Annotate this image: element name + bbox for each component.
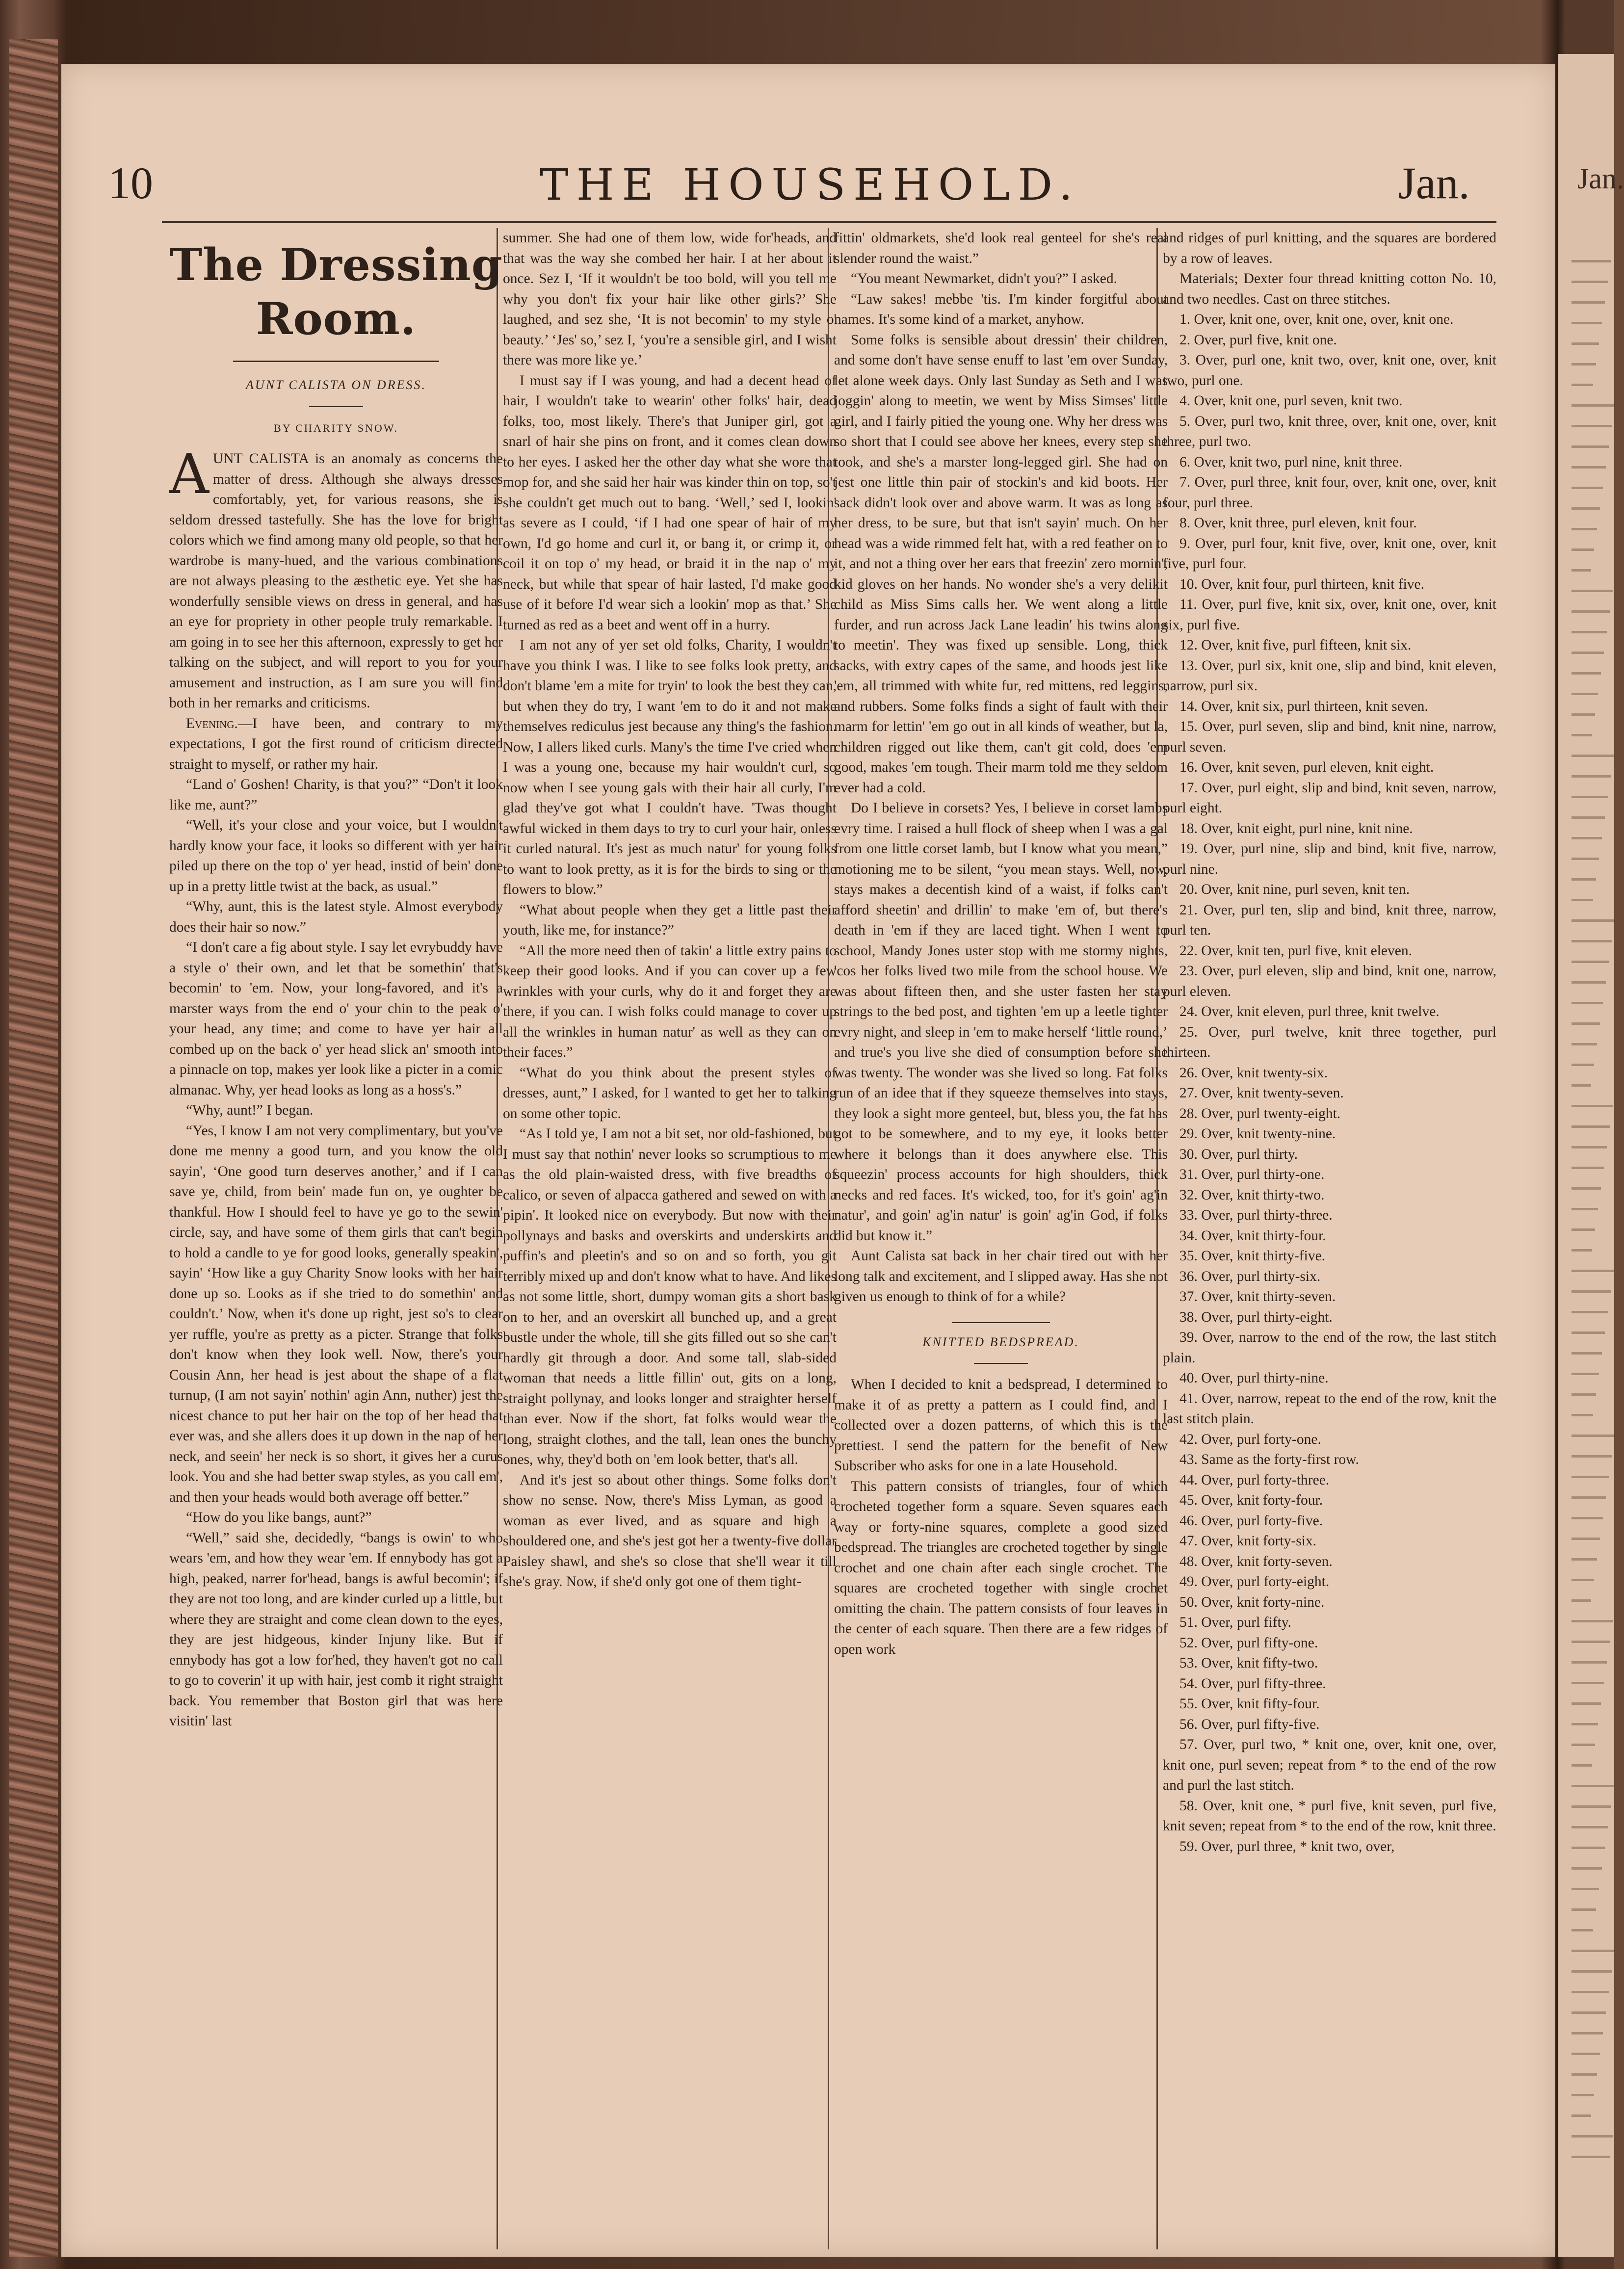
adjacent-text-line [1572, 342, 1599, 345]
adjacent-text-line [1572, 590, 1613, 592]
adjacent-text-line [1572, 899, 1593, 901]
pattern-row: 46. Over, purl forty-five. [1179, 1513, 1323, 1529]
adjacent-text-line [1572, 1558, 1597, 1561]
adjacent-text-line [1572, 1867, 1602, 1870]
adjacent-text-line [1572, 1744, 1595, 1746]
adjacent-text-line [1572, 693, 1598, 695]
adjacent-text-line [1572, 466, 1606, 469]
article-paragraph: “Law sakes! mebbe 'tis. I'm kinder forgitful about names. It's some kind of a market, anyhow. [834, 291, 1168, 327]
pattern-row: 30. Over, purl thirty. [1179, 1146, 1298, 1162]
pattern-row: 42. Over, purl forty-one. [1179, 1431, 1321, 1447]
adjacent-text-line [1572, 713, 1595, 716]
pattern-row: 57. Over, purl two, * knit one, over, knit one, over, knit one, purl seven; repeat from * to the end of the row and purl the last stitch. [1163, 1737, 1496, 1793]
article-paragraph: “Why, aunt, this is the latest style. Almost everybody does their hair so now.” [169, 899, 503, 935]
pattern-row: 56. Over, purl fifty-five. [1179, 1716, 1320, 1732]
article-title: KNITTED BEDSPREAD. [922, 1334, 1079, 1349]
article-paragraph: “Yes, I know I am not very complimentary, but you've done me menny a good turn, and you know the old sayin', ‘One good turn deserves another,’ and if I can save ye, child, from bein' made fun on, ye oughter be thankful. How I should feel to have ye go to the sewin' circle, say, and have some of them girls that can't begin to hold a candle to ye for good looks, generally speakin', sayin' ‘How like a guy Charity Snow looks with her hair done up so. Looks as if she tried to do somethin' and couldn't.’ Now, when it's done up right, jest so's to clear yer ruffle, you're as pretty as a picter. Strange that folks don't know when they look well. Now, there's your Cousin Ann, her head is jest about the shape of a flat turnup, (I am not sayin' nothin' agin Ann, nuther) jest the nicest chance to put her hair on the top of her head that ever was, and she allers does it up down in the nap of her neck, and seein' her neck is so short, it gives her a curus look. You and she had better swap styles, as you call em', and then your heads would both average off better.” [169, 1122, 503, 1505]
pattern-row: 13. Over, purl six, knit one, slip and bind, knit eleven, narrow, purl six. [1163, 657, 1496, 694]
adjacent-text-line [1572, 672, 1601, 675]
adjacent-text-line [1572, 425, 1612, 427]
adjacent-text-line [1572, 1599, 1591, 1602]
article-paragraph: When I decided to knit a bedspread, I determined to make it of as pretty a pattern as I could find, and I collected over a dozen patterns, of which this is the prettiest. I send the pattern for the benefit of New Subscriber who asks for one in a late Household. [834, 1377, 1168, 1474]
adjacent-text-line [1572, 1908, 1596, 1911]
adjacent-text-line [1572, 1270, 1614, 1272]
adjacent-text-line [1572, 1785, 1614, 1787]
pattern-row: 59. Over, purl three, * knit two, over, [1179, 1838, 1395, 1854]
pattern-row: 33. Over, purl thirty-three. [1179, 1207, 1333, 1223]
adjacent-text-line [1572, 734, 1592, 736]
adjacent-text-line [1572, 1393, 1596, 1396]
pattern-row: 38. Over, purl thirty-eight. [1179, 1309, 1333, 1325]
adjacent-text-line [1572, 1146, 1607, 1148]
pattern-row: 53. Over, knit fifty-two. [1179, 1655, 1318, 1671]
adjacent-text-line [1572, 1805, 1611, 1808]
adjacent-text-line [1572, 384, 1593, 386]
pattern-row: 51. Over, purl fifty. [1179, 1615, 1291, 1630]
adjacent-page-edge [1558, 54, 1624, 2257]
article-paragraph: “How do you like bangs, aunt?” [186, 1510, 372, 1525]
title-rule [233, 361, 439, 362]
pattern-row: 9. Over, purl four, knit five, over, knit one, over, knit five, purl four. [1163, 535, 1496, 572]
ornament-rule [952, 1322, 1050, 1323]
adjacent-text-line [1572, 961, 1609, 963]
page-number: 10 [108, 158, 153, 208]
pattern-row: 34. Over, knit thirty-four. [1179, 1227, 1326, 1244]
adjacent-text-line [1572, 1888, 1599, 1890]
pattern-row: 32. Over, knit thirty-two. [1179, 1187, 1325, 1203]
adjacent-text-line [1572, 507, 1600, 510]
adjacent-page-heading: Jan. [1577, 162, 1624, 195]
adjacent-text-line [1572, 1579, 1594, 1581]
adjacent-text-line [1572, 1764, 1592, 1767]
pattern-row: 27. Over, knit twenty-seven. [1179, 1085, 1344, 1101]
pattern-row: 28. Over, purl twenty-eight. [1179, 1105, 1341, 1121]
adjacent-text-line [1572, 1311, 1608, 1313]
pattern-row: 21. Over, purl ten, slip and bind, knit three, narrow, purl ten. [1163, 902, 1496, 938]
adjacent-text-line [1572, 652, 1604, 654]
adjacent-text-line [1572, 631, 1607, 633]
issue-month: Jan. [1398, 158, 1470, 208]
adjacent-text-line [1572, 1970, 1612, 1973]
adjacent-text-line [1572, 569, 1591, 572]
header-rule [162, 221, 1496, 223]
adjacent-text-line [1572, 1991, 1609, 1993]
article-paragraph: and ridges of purl knitting, and the squares are bordered by a row of leaves. [1163, 230, 1496, 266]
pattern-row: 26. Over, knit twenty-six. [1179, 1065, 1328, 1081]
adjacent-text-line [1572, 981, 1606, 984]
adjacent-text-line [1572, 1208, 1598, 1210]
adjacent-text-line [1572, 1702, 1601, 1705]
pattern-row: 8. Over, knit three, purl eleven, knit four. [1179, 515, 1417, 531]
adjacent-text-line [1572, 1373, 1599, 1375]
pattern-row: 45. Over, knit forty-four. [1179, 1492, 1323, 1508]
pattern-row: 19. Over, purl nine, slip and bind, knit five, narrow, purl nine. [1163, 841, 1496, 877]
pattern-row: 3. Over, purl one, knit two, over, knit one, over, knit two, purl one. [1163, 352, 1496, 389]
article-paragraph: Do I believe in corsets? Yes, I believe in corset lambs evry time. I raised a hull flock of sheep when I was a gal from one little corset lamb, but I know what you mean,” motioning me to be silent, “you mean stays. Well, now, stays makes a decentish kind of a waist, if folks can't afford sheetin' and drillin' to make 'em of, but there's death in 'em if they are laced tight. When I went to school, Mandy Jones uster stop with me stormy nights, 'cos her folks lived two mile from the school house. We was about fifteen then, and she uster fasten her stay strings to the bed post, and tighten 'em up a leetle tighter evry night, and sleep in 'em to make herself ‘little round,’ and true's you live she died of consumption before she was twenty. The wonder was she lived so long. Fat folks run of an idee that if they squeeze themselves into stays, they look a sight more genteel, but, bless you, the fat has got to be somewhere, and to my eye, it looks better where it belongs than it does anywhere else. This squeezin' process accounts for high shoulders, thick necks and red faces. It's wicked, too, for it's goin' ag'in natur', and goin' ag'in natur' is goin' ag'in God, if folks did but know it.” [834, 800, 1168, 1244]
pattern-row: 20. Over, knit nine, purl seven, knit ten. [1179, 882, 1410, 897]
adjacent-text-line [1572, 858, 1599, 860]
pattern-row: 1. Over, knit one, over, knit one, over, knit one. [1179, 312, 1454, 327]
title-divider [974, 1363, 1028, 1364]
adjacent-text-line [1572, 1682, 1604, 1684]
adjacent-text-line [1572, 1538, 1600, 1540]
adjacent-text-line [1572, 1723, 1598, 1725]
adjacent-text-line [1572, 301, 1605, 304]
article-paragraph: “All the more need then of takin' a little extry pains to keep their good looks. And if you can cover up a few wrinkles with your curls, why do it and forget they are there, if you can. I wish folks could manage to cover up all the wrinkles in human natur' as well as they can on their faces.” [503, 942, 837, 1060]
adjacent-text-line [1572, 940, 1612, 942]
pattern-row: 35. Over, knit thirty-five. [1179, 1248, 1326, 1264]
article-paragraph: “Land o' Goshen! Charity, is that you?” “Don't it look like me, aunt?” [169, 777, 503, 813]
article-paragraph: “I don't care a fig about style. I say let evrybuddy have a style o' their own, and let that be somethin' that's becomin' to 'em. Now, your long-favored, and it's a marster ways from the end o' your chin to the peak o' your head, any time; and come to have yer hair all combed up on the back o' yer head slick an' smooth into a pinnacle on top, makes yer look like a picter in a comic almanac. Why, yer head looks as long as a hoss's.” [169, 939, 503, 1098]
article-paragraph: “What about people when they get a little past their youth, like me, for instance?” [503, 902, 837, 938]
adjacent-text-line [1572, 1331, 1605, 1334]
pattern-row: 7. Over, purl three, knit four, over, knit one, over, knit four, purl three. [1163, 474, 1496, 511]
adjacent-text-line [1572, 1414, 1593, 1416]
adjacent-text-line [1572, 1228, 1595, 1231]
adjacent-text-line [1572, 1002, 1603, 1004]
pattern-row: 54. Over, purl fifty-three. [1179, 1675, 1326, 1692]
article-paragraph: “You meant Newmarket, didn't you?” I asked. [851, 271, 1118, 287]
adjacent-text-line [1572, 2073, 1597, 2076]
adjacent-text-line [1572, 1517, 1603, 1519]
article-paragraph: summer. She had one of them low, wide for'heads, and that was the way she combed her hair. I at her about it once. Sez I, ‘If it wouldn't be too bold, will you tell me why you don't fix your hair like other girls?’ She laughed, and sez she, ‘It is not becomin' to my style o' beauty.’ ‘Jes' so,’ sez I, ‘you're a sensible girl, and I wisht there was more like ye.’ [503, 230, 837, 368]
adjacent-text-line [1572, 528, 1597, 530]
article-paragraph: Some folks is sensible about dressin' their children, and some don't have sense enuff to last 'em over Sunday, let alone week days. Only last Sunday as Seth and I was joggin' along to meetin, we went by Miss Simses' little girl, and I fairly pitied the young one. Why her dress was so short that I could see above her knees, every step she took, and she's a marster long-legged girl. She had on jest one little thin pair of stockin's and kid boots. Her sack didn't look over and above warm. It was as long as her dress, to be sure, but that isn't sayin' much. On her head was a wide rimmed felt hat, with a red feather on to it, and not a thing over her ears that freezin' zero mornin', kid gloves on her hands. No wonder she's a very delikit child as Miss Sims calls her. We went along a little furder, and run across Jack Lane leadin' his twins along to meetin'. They was fixed up sensible. Long, thick sacks, with extry capes of the same, and hoods jest like 'em, all trimmed with white fur, red mittens, red leggins, and rubbers. Some folks finds a sight of fault with their marm for lettin' 'em go out in all kinds of weather, but la, children rigged out like them, can't git cold, does 'em good, makes 'em tough. Their marm told me they seldom ever had a cold. [834, 332, 1168, 796]
pattern-row: 4. Over, knit one, purl seven, knit two. [1179, 393, 1403, 409]
pattern-row: 49. Over, purl forty-eight. [1179, 1574, 1330, 1590]
adjacent-text-line [1572, 1455, 1612, 1458]
pattern-row: 12. Over, knit five, purl fifteen, knit six. [1179, 637, 1412, 653]
adjacent-text-line [1572, 2094, 1594, 2096]
article-paragraph: I must say if I was young, and had a decent head of hair, I wouldn't take to wearin' other folks' hair, dead folks, too, most likely. There's that Juniper girl, got a snarl of hair she pins on front, and it comes clean down to her eyes. I asked her the other day what she wore that mop for, and she said her hair was kinder thin on top, so't she couldn't get much out to bang. ‘Well,’ sed I, lookin' as severe as I could, ‘if I had one spear of hair of my own, I'd go home and curl it, or bang it, or crimp it, or coil it on top o' my head, or braid it in the nap o' my neck, but while that spear of hair lasted, I'd make good use of it before I'd wear sich a lookin' mop as that.’ She turned as red as a beet and went off in a hurry. [503, 372, 837, 633]
pattern-row: 44. Over, purl forty-three. [1179, 1472, 1330, 1488]
article-paragraph: I am not any of yer set old folks, Charity, I wouldn't have you think I was. I like to see folks look pretty, and don't blame 'em a mite for tryin' to look the best they can, but when they do try, I want 'em to do it and not make themselves rediculus jest because any thing's the fashion. Now, I allers liked curls. Many's the time I've cried when I was a young one, because my hair wouldn't curl, so now when I see young gals with their hair all curly, I'm glad they've got what I couldn't have. 'Twas thought awful wicked in them days to try to curl your hair, onless it curled natural. It's jest as much natur' for young folks to want to look pretty, as it is for the birds to sing or the flowers to blow.” [503, 637, 837, 897]
adjacent-text-line [1572, 796, 1608, 798]
pattern-row: 58. Over, knit one, * purl five, knit seven, purl five, knit seven; repeat from * to the end of the row, knit three. [1163, 1798, 1496, 1834]
adjacent-text-line [1572, 2011, 1606, 2014]
adjacent-text-line [1572, 1641, 1610, 1643]
pattern-row: 48. Over, knit forty-seven. [1179, 1553, 1333, 1569]
pattern-row: 5. Over, purl two, knit three, over, knit one, over, knit three, purl two. [1163, 413, 1496, 449]
adjacent-text-line [1572, 487, 1603, 489]
adjacent-text-line [1572, 1950, 1615, 1952]
adjacent-text-line [1572, 1620, 1613, 1622]
adjacent-text-line [1572, 837, 1602, 839]
article-paragraph: “Why, aunt!” I began. [186, 1102, 314, 1118]
pattern-row: 24. Over, knit eleven, purl three, knit twelve. [1179, 1004, 1440, 1019]
pattern-row: 40. Over, purl thirty-nine. [1179, 1370, 1329, 1386]
article-paragraph: “What do you think about the present styles of dresses, aunt,” I asked, for I wanted to get her to talking on some other topic. [503, 1065, 837, 1121]
adjacent-text-line [1572, 1084, 1591, 1087]
adjacent-text-line [1572, 2053, 1600, 2055]
adjacent-text-line [1572, 2135, 1613, 2138]
pattern-row: 37. Over, knit thirty-seven. [1179, 1289, 1336, 1304]
pattern-row: 43. Same as the forty-first row. [1179, 1452, 1359, 1467]
pattern-row: 41. Over, narrow, repeat to the end of the row, knit the last stitch plain. [1163, 1390, 1496, 1427]
pattern-row: 23. Over, purl eleven, slip and bind, knit one, narrow, purl eleven. [1163, 963, 1496, 999]
column-2 [503, 228, 837, 2247]
adjacent-text-line [1572, 404, 1615, 407]
article-paragraph: “Well, it's your close and your voice, but I wouldn't hardly know your face, it looks so different with yer hair piled up there on the top o' yer head, instid of bein' done up in a pretty little twist at the back, as usual.” [169, 817, 503, 894]
adjacent-text-line [1572, 548, 1594, 551]
adjacent-text-line [1572, 1661, 1607, 1664]
adjacent-text-line [1572, 755, 1614, 757]
adjacent-text-line [1572, 1434, 1615, 1437]
pattern-row: 50. Over, knit forty-nine. [1179, 1594, 1325, 1610]
adjacent-text-line [1572, 610, 1610, 613]
article-paragraph: “As I told ye, I am not a bit set, nor old-fashioned, but I must say that nothin' never looks so scrumptious to me as the old plain-waisted dress, with five breadths of calico, or seven of alpacca gathered and sewed on with a pipin'. It looked nice on everybody. But now with their pollynays and basks and overskirts and underskirts and puffin's and pleetin's and so on and so forth, you git terribly mixed up and don't know what to have. And likes as not some little, short, dumpy woman gits a short bask on to her, and an overskirt all bunched up, and a great bustle under the whole, till she gits filled out so she can't hardly git through a door. And some tall, slab-sided woman that needs a little fillin' out, gits on a long, straight pollynay, and looks longer and straighter herself than ever. Now if the short, fat folks would wear the long, straight clothes, and the tall, lean ones the bunchy ones, why, they'd both on 'em look better, that's all. [503, 1126, 837, 1467]
article-paragraph: “Well,” said she, decidedly, “bangs is owin' to who wears 'em, and how they wear 'em. If ennybody has got a high, peaked, narrer for'head, bangs is awful becomin'; if they are not too long, and are kinder curled up a little, but where they are straight and come clean down to the eyes, they are jest hidgeous, kinder Injuny like. But if ennybody has got a low for'hed, they haven't got no call to go to coverin' it up with hair, jest comb it right straight back. You remember that Boston girl that was here visitin' last [169, 1530, 503, 1729]
adjacent-text-line [1572, 2114, 1591, 2117]
pattern-row: 29. Over, knit twenty-nine. [1179, 1126, 1336, 1142]
pattern-row: 18. Over, knit eight, purl nine, knit nine. [1179, 820, 1413, 836]
adjacent-text-line [1572, 816, 1605, 819]
adjacent-text-line [1572, 1167, 1604, 1169]
pattern-row: 17. Over, purl eight, slip and bind, knit seven, narrow, purl eight. [1163, 780, 1496, 816]
pattern-row: 36. Over, purl thirty-six. [1179, 1268, 1321, 1284]
adjacent-text-line [1572, 445, 1609, 448]
title-divider [309, 406, 363, 407]
department-title: The Dressing Room. [169, 239, 503, 345]
adjacent-text-line [1572, 1826, 1608, 1828]
article-paragraph: And it's jest so about other things. Some folks don't show no sense. Now, there's Miss Lyman, as good a woman as ever lived, and as square and high a shouldered one, and she's jest got her a twenty-five dollar Paisley shawl, and she's so close that she'll wear it till she's gray. Now, if she'd only got one of them tight- [503, 1472, 837, 1590]
pattern-row: 16. Over, knit seven, purl eleven, knit eight. [1179, 759, 1434, 775]
adjacent-text-line [1572, 1064, 1594, 1066]
adjacent-text-line [1572, 260, 1611, 262]
adjacent-text-line [1572, 1929, 1593, 1931]
adjacent-text-line [1572, 1105, 1613, 1107]
article-byline: BY CHARITY SNOW. [274, 421, 398, 434]
column-4 [1163, 228, 1496, 2247]
article-paragraph: fittin' oldmarkets, she'd look real genteel for she's real slender round the waist.” [834, 230, 1168, 266]
adjacent-text-line [1572, 1352, 1602, 1355]
pattern-row: 39. Over, narrow to the end of the row, the last stitch plain. [1163, 1330, 1496, 1366]
pattern-row: 31. Over, purl thirty-one. [1179, 1167, 1325, 1182]
section-ornament [834, 1322, 1168, 1323]
pattern-row: 52. Over, purl fifty-one. [1179, 1635, 1318, 1651]
adjacent-text-line [1572, 1043, 1597, 1045]
adjacent-text-line [1572, 1847, 1605, 1849]
column-3 [834, 228, 1168, 2247]
pattern-row: 6. Over, knit two, purl nine, knit three. [1179, 454, 1403, 470]
pattern-row: 11. Over, purl five, knit six, over, knit one, over, knit six, purl five. [1163, 597, 1496, 633]
adjacent-text-line [1572, 878, 1596, 881]
pattern-row: 10. Over, knit four, purl thirteen, knit five. [1179, 576, 1425, 592]
knitting-rows [1163, 310, 1496, 1857]
pattern-row: 55. Over, knit fifty-four. [1179, 1696, 1320, 1712]
article-paragraph: This pattern consists of triangles, four of which crocheted together form a square. Seven squares each way or forty-nine squares, complete a good sized bedspread. The triangles are crocheted together by single crochet and one chain after each single crochet. The squares are crocheted together with single crochet omitting the chain. The pattern consists of four leaves in the center of each square. Then there are a few ridges of open work [834, 1478, 1168, 1657]
pattern-row: 14. Over, knit six, purl thirteen, knit seven. [1179, 698, 1428, 714]
publication-title: THE HOUSEHOLD. [540, 159, 1080, 210]
adjacent-text-line [1572, 363, 1596, 365]
adjacent-text-line [1572, 1496, 1606, 1499]
adjacent-text-line [1572, 281, 1608, 283]
adjacent-text-line [1572, 1476, 1609, 1478]
adjacent-text-line [1572, 2032, 1603, 2034]
pattern-row: 47. Over, knit forty-six. [1179, 1533, 1317, 1549]
adjacent-text-line [1572, 1290, 1611, 1293]
pattern-row: 25. Over, purl twelve, knit three together, purl thirteen. [1163, 1024, 1496, 1060]
adjacent-text-line [1572, 1022, 1600, 1025]
adjacent-text-line [1572, 1187, 1601, 1190]
adjacent-text-line [1572, 1249, 1592, 1252]
article-paragraph: AUNT CALISTA is an anomaly as concerns the matter of dress. Although she always dresses comfortably, yet, for various reasons, she is seldom dressed tastefully. She has the love for bright colors which we find among many old people, so that her wardrobe is many-hued, and the various combinations are not always pleasing to the æsthetic eye. Yet she has wonderfully sensible views on dress in general, and has an eye for propriety in other people truly remarkable. I am going in to see her this afternoon, expressly to get her talking on the subject, and will report to you for your amusement and instruction, as I am sure you will find both in her remarks and criticisms. [169, 443, 503, 711]
adjacent-text-line [1572, 2156, 1610, 2158]
adjacent-text-line [1572, 322, 1602, 324]
pattern-row: 15. Over, purl seven, slip and bind, knit nine, narrow, purl seven. [1163, 719, 1496, 755]
marbled-edge [9, 39, 58, 2257]
column-1 [169, 228, 503, 2247]
adjacent-text-line [1572, 1125, 1610, 1128]
article-title: AUNT CALISTA ON DRESS. [246, 378, 426, 392]
pattern-row: 22. Over, knit ten, purl five, knit eleven. [1179, 942, 1412, 959]
adjacent-text-line [1572, 919, 1615, 922]
drop-cap: A [169, 443, 209, 506]
pattern-row: 2. Over, purl five, knit one. [1179, 332, 1337, 348]
adjacent-text-line [1572, 775, 1611, 778]
materials-paragraph: Materials; Dexter four thread knitting cotton No. 10, and two needles. Cast on three stitches. [1163, 271, 1496, 307]
article-paragraph: Evening.—I have been, and contrary to my expectations, I got the first round of criticism directed straight to myself, or rather my hair. [169, 715, 503, 772]
article-paragraph: Aunt Calista sat back in her chair tired out with her long talk and excitement, and I slipped away. Has she not given us enough to think of for a while? [834, 1248, 1168, 1304]
